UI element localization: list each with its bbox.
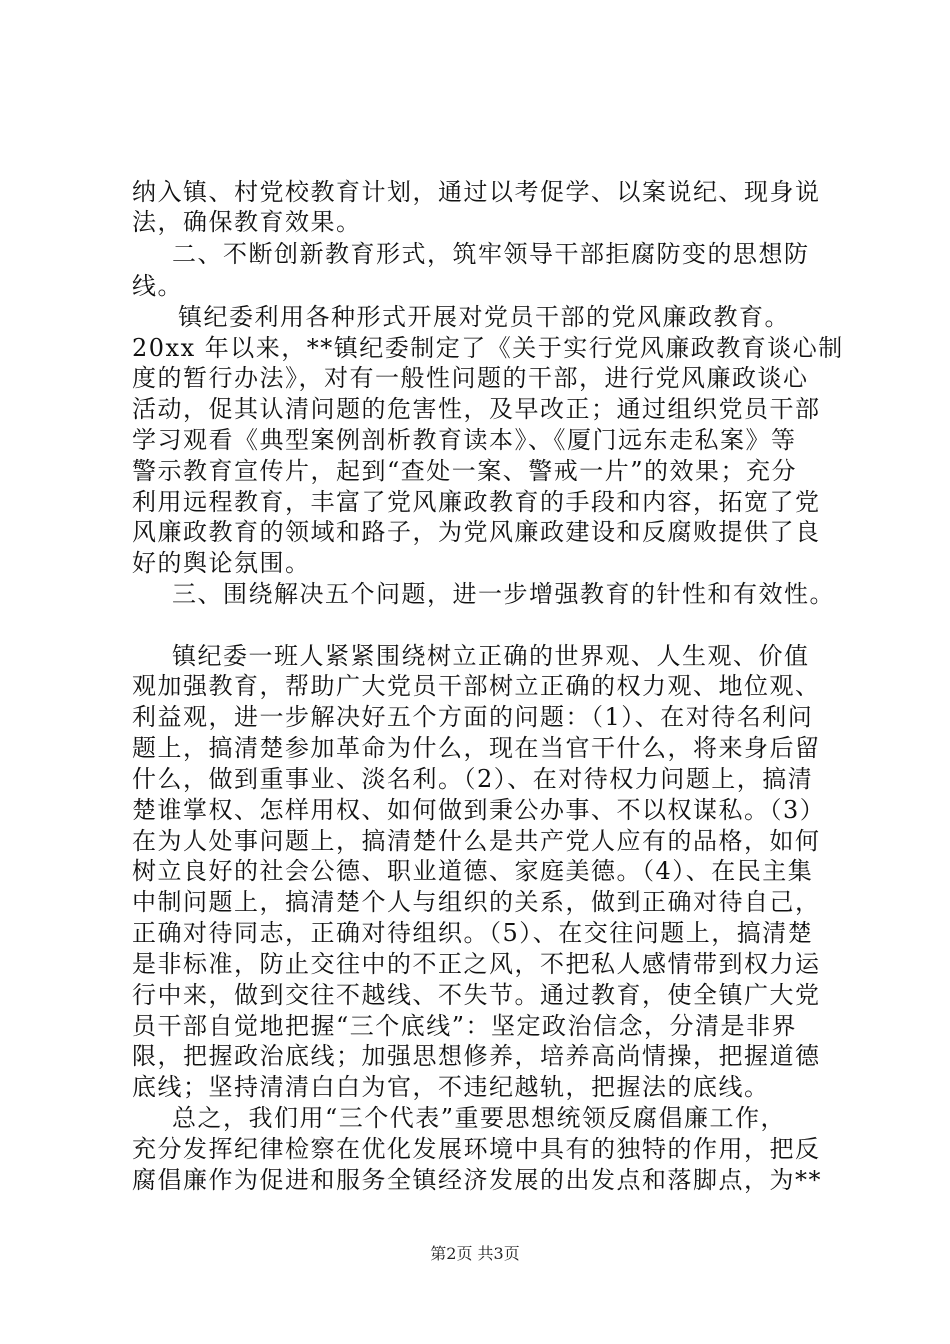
text-line: 纳入镇、村党校教育计划，通过以考促学、以案说纪、现身说 [132,178,821,206]
text-line: 正确对待同志，正确对待组织。（5）、在交往问题上，搞清楚 [132,919,814,947]
text-line: 充分发挥纪律检察在优化发展环境中具有的独特的作用，把反 [132,1135,821,1163]
text-line: 题上，搞清楚参加革命为什么，现在当官干什么，将来身后留 [132,734,821,762]
text-line: 在为人处事问题上，搞清楚什么是共产党人应有的品格，如何 [132,827,821,855]
text-line: 楚谁掌权、怎样用权、如何做到秉公办事、不以权谋私。（3） [132,796,826,824]
text-line: 利益观，进一步解决好五个方面的问题：（1）、在对待名利问 [132,703,814,731]
section-heading-continuation: 线。 [132,272,183,300]
text-line: 学习观看《典型案例剖析教育读本》、《厦门远东走私案》等 [132,426,797,454]
page-number-footer: 第2页 共3页 [430,1244,520,1263]
text-line: 好的舆论氛围。 [132,549,311,577]
text-line: 度的暂行办法》，对有一般性问题的干部，进行党风廉政谈心 [132,364,809,392]
text-line: 法，确保教育效果。 [132,208,362,236]
text-line: 底线；坚持清清白白为官，不违纪越轨，把握法的底线。 [132,1073,770,1101]
text-line: 什么，做到重事业、淡名利。（2）、在对待权力问题上，搞清 [132,765,814,793]
text-line: 限，把握政治底线；加强思想修养，培养高尚情操，把握道德 [132,1042,821,1070]
text-line: 是非标准，防止交往中的不正之风，不把私人感情带到权力运 [132,950,821,978]
text-line: 树立良好的社会公德、职业道德、家庭美德。（4）、在民主集 [132,857,814,885]
text-line: 20xx 年以来，**镇纪委制定了《关于实行党风廉政教育谈心制 [132,334,844,362]
paragraph-first-line: 镇纪委一班人紧紧围绕树立正确的世界观、人生观、价值 [172,642,810,670]
paragraph-first-line: 总之，我们用“三个代表”重要思想统领反腐倡廉工作， [172,1104,787,1132]
text-line: 风廉政教育的领域和路子，为党风廉政建设和反腐败提供了良 [132,518,821,546]
text-line: 腐倡廉作为促进和服务全镇经济发展的出发点和落脚点，为** [132,1166,822,1194]
text-line: 中制问题上，搞清楚个人与组织的关系，做到正确对待自己， [132,888,821,916]
text-line: 观加强教育，帮助广大党员干部树立正确的权力观、地位观、 [132,672,821,700]
text-line: 员干部自觉地把握“三个底线”：坚定政治信念，分清是非界 [132,1012,798,1040]
section-heading: 三、围绕解决五个问题，进一步增强教育的针性和有效性。 [172,580,835,608]
text-line: 警示教育宣传片，起到“查处一案、警戒一片”的效果；充分 [132,457,798,485]
text-line: 利用远程教育，丰富了党风廉政教育的手段和内容，拓宽了党 [132,488,821,516]
paragraph-first-line: 镇纪委利用各种形式开展对党员干部的党风廉政教育。 [178,303,790,331]
section-heading: 二、不断创新教育形式，筑牢领导干部拒腐防变的思想防 [172,240,810,268]
text-line: 活动，促其认清问题的危害性，及早改正；通过组织党员干部 [132,395,821,423]
text-line: 行中来，做到交往不越线、不失节。通过教育，使全镇广大党 [132,981,821,1009]
